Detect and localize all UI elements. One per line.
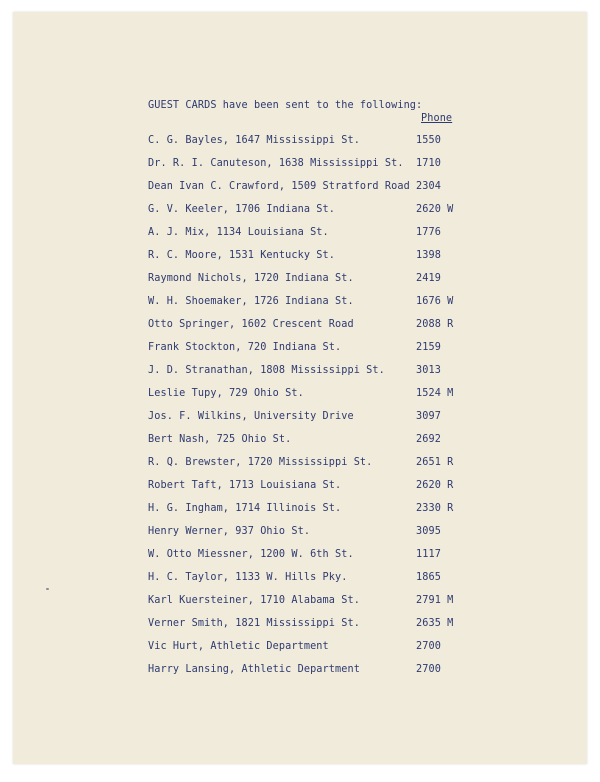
list-item: [148, 434, 548, 448]
guest-name-address: Vic Hurt, Athletic Department: [148, 641, 329, 652]
guest-phone: 3097: [416, 411, 441, 422]
list-item: [148, 526, 548, 540]
guest-phone: 2620 W: [416, 204, 454, 215]
guest-phone: 1524 M: [416, 388, 454, 399]
guest-phone: 1117: [416, 549, 441, 560]
guest-phone: 1865: [416, 572, 441, 583]
list-item: [148, 135, 548, 149]
list-item: [148, 227, 548, 241]
guest-name-address: Dr. R. I. Canuteson, 1638 Mississippi St.: [148, 158, 404, 169]
list-item: [148, 641, 548, 655]
list-item: [148, 503, 548, 517]
list-item: [148, 480, 548, 494]
guest-name-address: A. J. Mix, 1134 Louisiana St.: [148, 227, 329, 238]
list-item: [148, 158, 548, 172]
list-heading: GUEST CARDS have been sent to the following:: [148, 100, 423, 111]
list-item: [148, 664, 548, 678]
list-item: [148, 457, 548, 471]
guest-name-address: H. G. Ingham, 1714 Illinois St.: [148, 503, 342, 514]
guest-phone: 1398: [416, 250, 441, 261]
guest-phone: 1550: [416, 135, 441, 146]
guest-name-address: Robert Taft, 1713 Louisiana St.: [148, 480, 342, 491]
guest-name-address: Verner Smith, 1821 Mississippi St.: [148, 618, 360, 629]
guest-name-address: Jos. F. Wilkins, University Drive: [148, 411, 354, 422]
guest-phone: 3013: [416, 365, 441, 376]
list-item: [148, 411, 548, 425]
list-item: [148, 273, 548, 287]
guest-phone: 3095: [416, 526, 441, 537]
guest-name-address: W. H. Shoemaker, 1726 Indiana St.: [148, 296, 354, 307]
list-item: [148, 204, 548, 218]
guest-name-address: Harry Lansing, Athletic Department: [148, 664, 360, 675]
guest-phone: 2791 M: [416, 595, 454, 606]
guest-phone: 2692: [416, 434, 441, 445]
guest-name-address: G. V. Keeler, 1706 Indiana St.: [148, 204, 336, 215]
guest-name-address: Henry Werner, 937 Ohio St.: [148, 526, 311, 537]
guest-name-address: Raymond Nichols, 1720 Indiana St.: [148, 273, 354, 284]
guest-phone: 2088 R: [416, 319, 454, 330]
guest-phone: 2651 R: [416, 457, 454, 468]
list-item: [148, 342, 548, 356]
guest-phone: 2620 R: [416, 480, 454, 491]
guest-name-address: Karl Kuersteiner, 1710 Alabama St.: [148, 595, 360, 606]
guest-phone: 2304: [416, 181, 441, 192]
guest-name-address: Leslie Tupy, 729 Ohio St.: [148, 388, 304, 399]
guest-card-list: [13, 12, 587, 764]
list-item: [148, 181, 548, 195]
guest-phone: 2700: [416, 641, 441, 652]
guest-name-address: W. Otto Miessner, 1200 W. 6th St.: [148, 549, 354, 560]
guest-phone: 2635 M: [416, 618, 454, 629]
guest-name-address: R. C. Moore, 1531 Kentucky St.: [148, 250, 336, 261]
list-item: [148, 319, 548, 333]
guest-phone: 2700: [416, 664, 441, 675]
list-item: [148, 549, 548, 563]
list-item: [148, 595, 548, 609]
list-item: [148, 296, 548, 310]
guest-name-address: C. G. Bayles, 1647 Mississippi St.: [148, 135, 360, 146]
guest-name-address: Frank Stockton, 720 Indiana St.: [148, 342, 342, 353]
guest-phone: 2159: [416, 342, 441, 353]
guest-phone: 2330 R: [416, 503, 454, 514]
list-item: [148, 618, 548, 632]
guest-phone: 1776: [416, 227, 441, 238]
guest-name-address: J. D. Stranathan, 1808 Mississippi St.: [148, 365, 385, 376]
guest-phone: 2419: [416, 273, 441, 284]
phone-column-header: Phone: [421, 113, 453, 124]
guest-name-address: Dean Ivan C. Crawford, 1509 Stratford Road: [148, 181, 410, 192]
guest-phone: 1710: [416, 158, 441, 169]
guest-name-address: Bert Nash, 725 Ohio St.: [148, 434, 292, 445]
guest-name-address: H. C. Taylor, 1133 W. Hills Pky.: [148, 572, 348, 583]
guest-name-address: R. Q. Brewster, 1720 Mississippi St.: [148, 457, 373, 468]
guest-phone: 1676 W: [416, 296, 454, 307]
list-item: [148, 365, 548, 379]
list-item: [148, 572, 548, 586]
guest-name-address: Otto Springer, 1602 Crescent Road: [148, 319, 354, 330]
list-item: [148, 388, 548, 402]
list-item: [148, 250, 548, 264]
paper-sheet: [13, 12, 587, 764]
paper-speck: [46, 588, 49, 590]
